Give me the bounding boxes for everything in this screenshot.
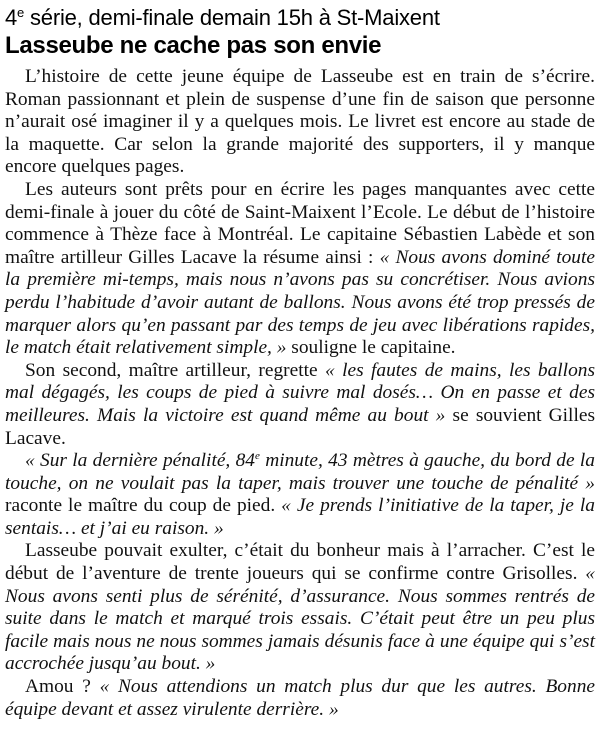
paragraph-4-text: raconte le maître du coup de pied. bbox=[5, 495, 282, 517]
kicker-ordinal-suffix: e bbox=[17, 5, 25, 20]
kicker-text: série, demi-finale demain 15h à St-Maixent bbox=[24, 5, 440, 30]
article-kicker bbox=[5, 5, 595, 31]
paragraph-1 bbox=[5, 66, 595, 179]
paragraph-3-text: Son second, maître artilleur, regrette bbox=[25, 359, 325, 381]
kicker-number: 4 bbox=[5, 5, 18, 30]
paragraph-4-quote-b: minute, 43 mètres à gauche, du bord de la touche, on ne voulait pas la taper, mais trouver une touche de pénalité » bbox=[5, 450, 596, 494]
paragraph-4-quote-2: « Je prends l’initiative de la taper, je la sentais… et j’ai eu raison. » bbox=[5, 495, 595, 539]
paragraph-2-quote: « Nous avons dominé toute la première mi-temps, mais nous n’avons pas su concrétiser. Nous avions perdu l’habitude d’avoir autant de ballons. Nous avons été trop pressés de marquer alors qu’en passant par des temps de jeu avec libérations rapides, le match était relativement simple, » bbox=[5, 246, 595, 359]
paragraph-4-quote bbox=[5, 450, 595, 494]
paragraph-4-quote-a: « Sur la dernière pénalité, 84 bbox=[25, 450, 255, 472]
paragraph-2-tail: souligne le capitaine. bbox=[286, 337, 456, 359]
article-body bbox=[5, 66, 595, 721]
paragraph-3-quote: « les fautes de mains, les ballons mal dégagés, les coups de pied à suivre mal dosés… On en passe et des meilleures. Mais la victoire est quand même au bout » bbox=[5, 359, 596, 426]
paragraph-3-tail: se souvient Gilles Lacave. bbox=[5, 404, 595, 449]
paragraph-1-text: L’histoire de cette jeune équipe de Lasseube est en train de s’écrire. Roman passionnant et plein de suspense d’une fin de saison que personne n’aurait osé imaginer il y a quelques mois. Le livret est encore au stade de la maquette. Car selon la grande majorité des supporters, il y manque encore quelques pages. bbox=[5, 66, 595, 178]
paragraph-5-text: Lasseube pouvait exulter, c’était du bonheur mais à l’arracher. C’est le début de l’aventure de trente joueurs qui se confirme contre Grisolles. bbox=[5, 540, 595, 585]
paragraph-5 bbox=[5, 540, 595, 676]
paragraph-2 bbox=[5, 179, 595, 360]
paragraph-6 bbox=[5, 676, 595, 721]
paragraph-4-ordinal-suffix: e bbox=[255, 450, 260, 463]
article-headline: Lasseube ne cache pas son envie bbox=[5, 32, 382, 59]
paragraph-3 bbox=[5, 360, 595, 450]
paragraph-2-text: Les auteurs sont prêts pour en écrire les pages manquantes avec cette demi-finale à jouer du côté de Saint-Maixent l’Ecole. Le début de l’histoire commence à Thèze face à Montréal. Le capitaine Sébastien Labède et son maître artilleur Gilles Lacave la résume ainsi : bbox=[5, 178, 595, 268]
paragraph-5-quote: « Nous avons senti plus de sérénité, d’assurance. Nous sommes rentrés de suite dans le match et marqué trois essais. C’était peut être un peu plus facile mais nous ne nous sommes jamais désunis face à une équipe qui s’est accrochée jusqu’au bout. » bbox=[5, 563, 595, 675]
paragraph-6-quote: « Nous attendions un match plus dur que les autres. Bonne équipe devant et assez virulente derrière. » bbox=[5, 676, 595, 720]
paragraph-6-text: Amou ? bbox=[25, 676, 100, 698]
article bbox=[5, 5, 595, 721]
paragraph-4 bbox=[5, 450, 595, 540]
